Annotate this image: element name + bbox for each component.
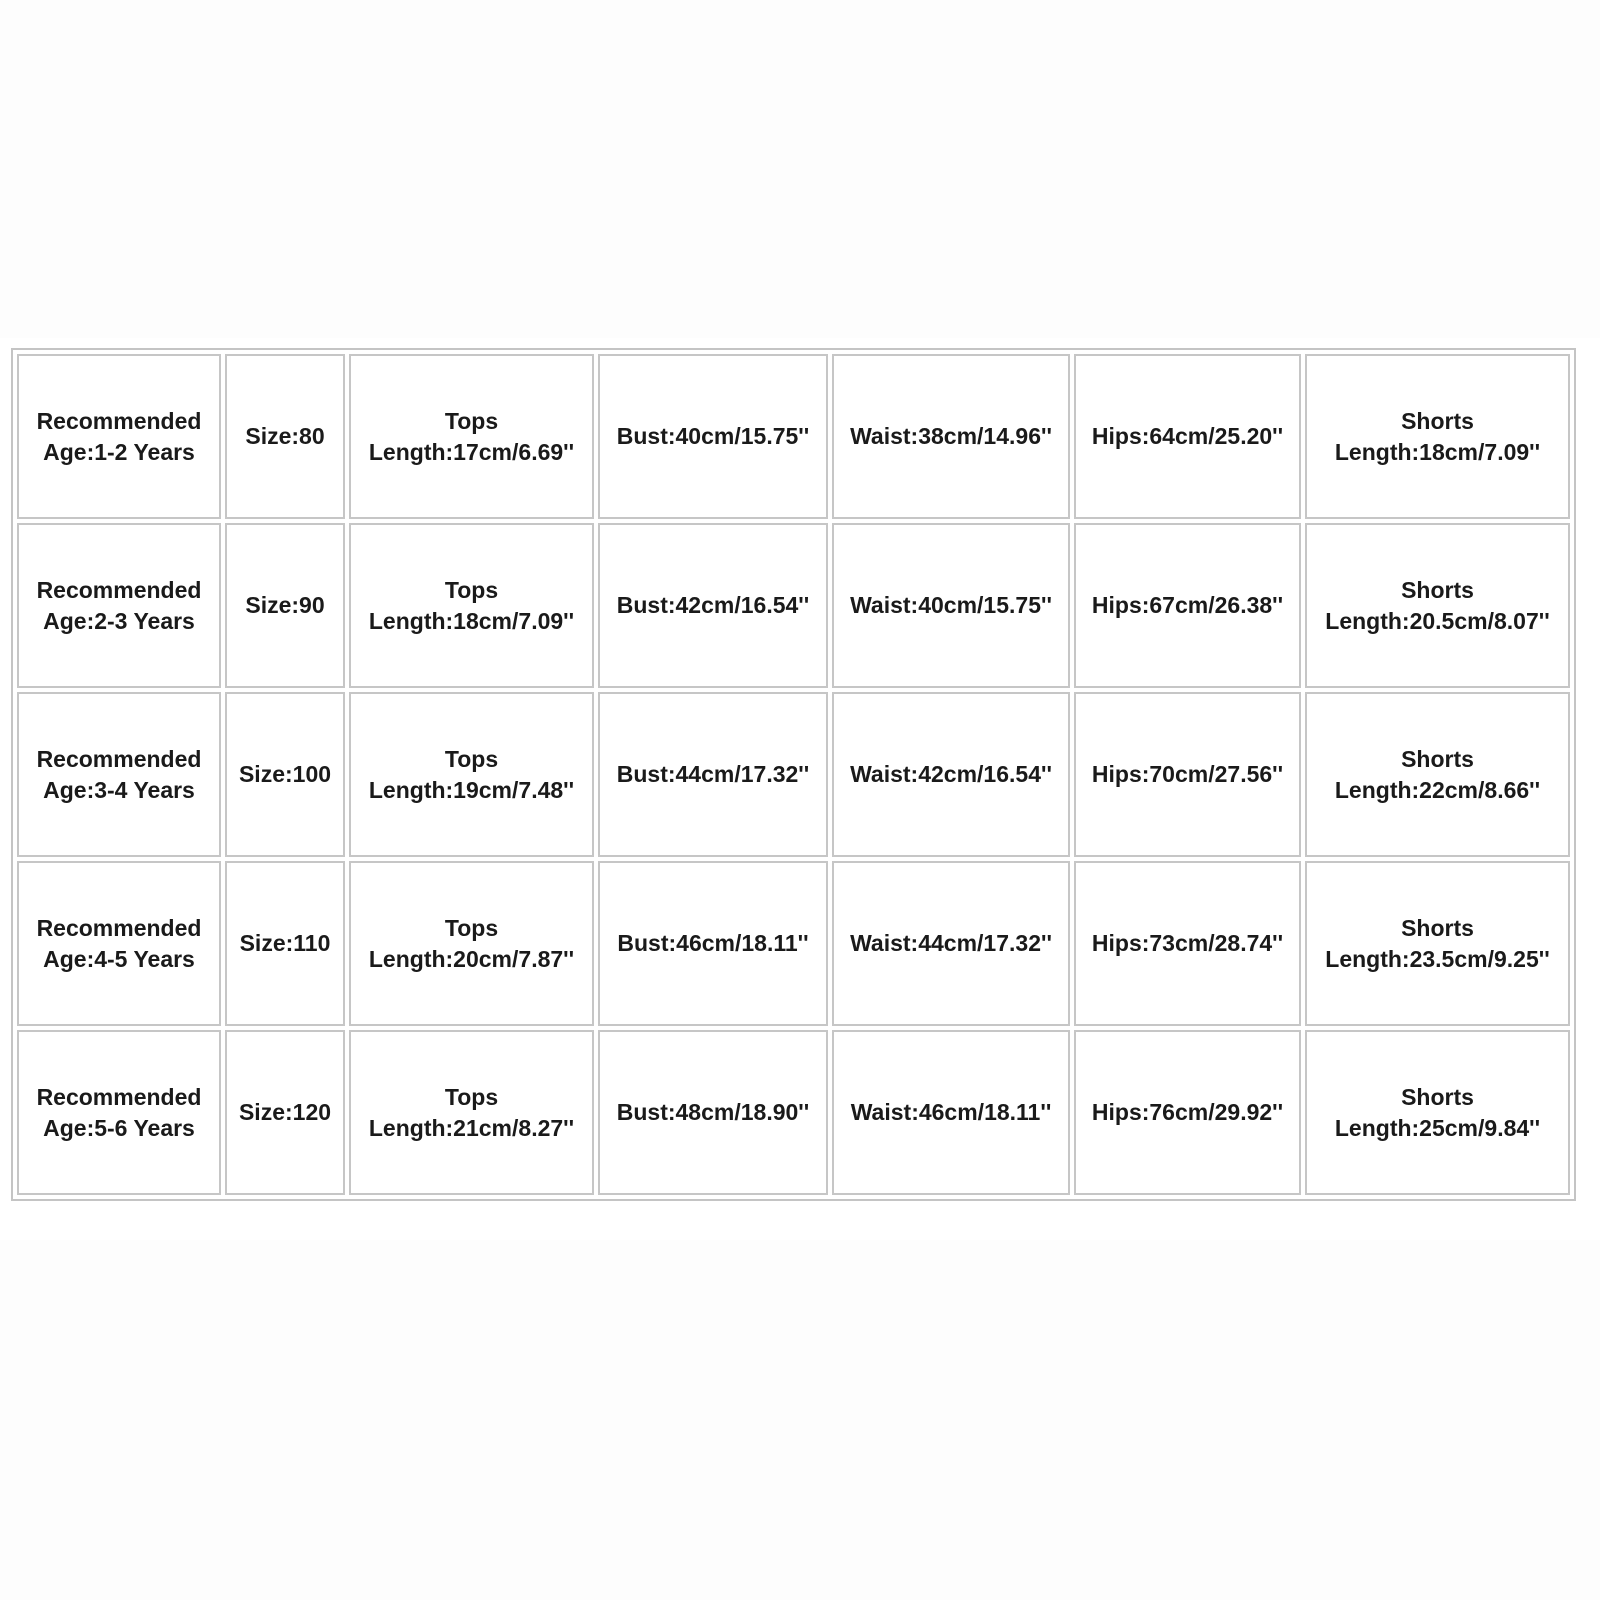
size-cell: Size:100: [225, 692, 345, 857]
shorts-length-cell: Shorts Length:22cm/8.66'': [1305, 692, 1570, 857]
table-row: [17, 861, 1570, 1026]
bust-cell: Bust:40cm/15.75'': [598, 354, 828, 519]
size-chart-table: [11, 348, 1576, 1201]
table-row: [17, 354, 1570, 519]
hips-cell: Hips:73cm/28.74'': [1074, 861, 1301, 1026]
age-cell: Recommended Age:5-6 Years: [17, 1030, 221, 1195]
hips-cell: Hips:67cm/26.38'': [1074, 523, 1301, 688]
tops-length-cell: Tops Length:20cm/7.87'': [349, 861, 594, 1026]
age-cell: Recommended Age:3-4 Years: [17, 692, 221, 857]
shorts-length-cell: Shorts Length:20.5cm/8.07'': [1305, 523, 1570, 688]
waist-cell: Waist:46cm/18.11'': [832, 1030, 1070, 1195]
hips-cell: Hips:76cm/29.92'': [1074, 1030, 1301, 1195]
size-cell: Size:120: [225, 1030, 345, 1195]
hips-cell: Hips:70cm/27.56'': [1074, 692, 1301, 857]
tops-length-cell: Tops Length:19cm/7.48'': [349, 692, 594, 857]
table-row: [17, 692, 1570, 857]
waist-cell: Waist:38cm/14.96'': [832, 354, 1070, 519]
size-cell: Size:90: [225, 523, 345, 688]
bust-cell: Bust:42cm/16.54'': [598, 523, 828, 688]
waist-cell: Waist:40cm/15.75'': [832, 523, 1070, 688]
size-cell: Size:80: [225, 354, 345, 519]
age-cell: Recommended Age:4-5 Years: [17, 861, 221, 1026]
age-cell: Recommended Age:1-2 Years: [17, 354, 221, 519]
top-margin: [0, 0, 1600, 338]
shorts-length-cell: Shorts Length:23.5cm/9.25'': [1305, 861, 1570, 1026]
bust-cell: Bust:48cm/18.90'': [598, 1030, 828, 1195]
shorts-length-cell: Shorts Length:18cm/7.09'': [1305, 354, 1570, 519]
bust-cell: Bust:46cm/18.11'': [598, 861, 828, 1026]
bottom-margin: [0, 1240, 1600, 1600]
waist-cell: Waist:42cm/16.54'': [832, 692, 1070, 857]
tops-length-cell: Tops Length:21cm/8.27'': [349, 1030, 594, 1195]
table-row: [17, 1030, 1570, 1195]
shorts-length-cell: Shorts Length:25cm/9.84'': [1305, 1030, 1570, 1195]
waist-cell: Waist:44cm/17.32'': [832, 861, 1070, 1026]
tops-length-cell: Tops Length:18cm/7.09'': [349, 523, 594, 688]
bust-cell: Bust:44cm/17.32'': [598, 692, 828, 857]
size-cell: Size:110: [225, 861, 345, 1026]
table-row: [17, 523, 1570, 688]
age-cell: Recommended Age:2-3 Years: [17, 523, 221, 688]
hips-cell: Hips:64cm/25.20'': [1074, 354, 1301, 519]
tops-length-cell: Tops Length:17cm/6.69'': [349, 354, 594, 519]
